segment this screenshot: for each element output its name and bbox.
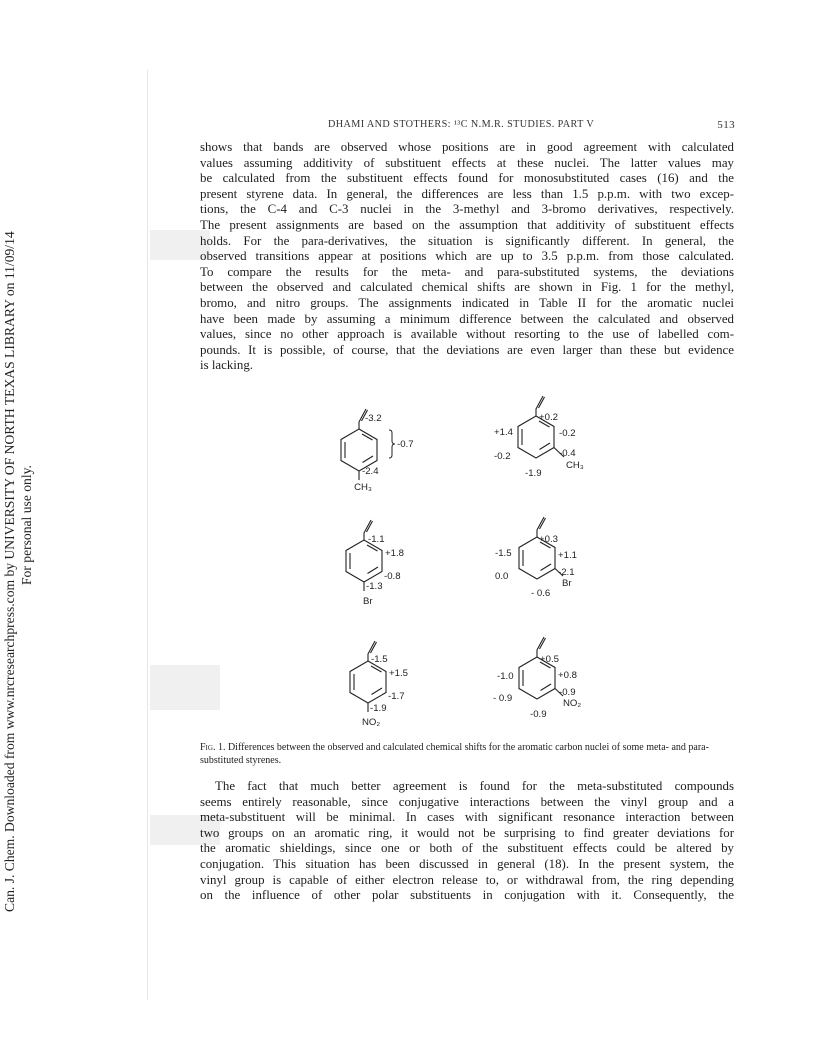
text-line: tions, the C-4 and C-3 nuclei in the 3-methyl and 3-bromo derivatives, respectively. <box>200 202 734 217</box>
text-line: pounds. It is possible, of course, that the deviations are even larger than these but evidence <box>200 342 734 357</box>
shift-label: +1.1 <box>558 550 577 561</box>
substituent-label: Br <box>363 596 373 607</box>
shift-label: -0.4 <box>559 448 576 459</box>
text-line: observed transitions appear at positions which are up to 3.5 p.p.m. from those calculated. <box>200 249 734 264</box>
structure-m-bromo <box>495 517 577 599</box>
substituent-label: Br <box>562 578 572 589</box>
text-line: To compare the results for the meta- and para-substituted systems, the deviations <box>200 264 734 279</box>
body-paragraph-2 <box>200 779 734 904</box>
page-number: 513 <box>717 119 735 131</box>
shift-label: -1.5 <box>371 654 388 665</box>
text-line: be calculated from the substituent effects found for monosubstituted cases (16) and the <box>200 171 734 186</box>
shift-label: -0.7 <box>397 439 414 450</box>
running-title: DHAMI AND STOTHERS: ¹³C N.M.R. STUDIES. PART V <box>328 119 595 130</box>
text-line: shows that bands are observed whose positions are in good agreement with calculated <box>200 140 734 154</box>
text-line: on the influence of other polar substituents in conjugation with it. Consequently, the <box>200 888 734 903</box>
shift-label: - 0.6 <box>531 588 551 599</box>
shift-label: +0.3 <box>539 534 558 545</box>
shift-label: -1.5 <box>495 548 512 559</box>
substituent-label: NO₂ <box>361 717 381 728</box>
text-line: The fact that much better agreement is found for the meta-substituted compounds <box>215 779 734 793</box>
text-line: meta-substituent will be minimal. In cases with significant resonance interaction between <box>200 810 734 825</box>
running-header <box>198 119 735 135</box>
text-line: present styrene data. In general, the differences are less than 1.5 p.p.m. with two excep- <box>200 186 734 201</box>
body-paragraph-1 <box>200 140 734 374</box>
download-watermark <box>0 0 60 1053</box>
text-line: is lacking. <box>200 358 253 373</box>
caption-label: Fig. 1. <box>200 742 226 753</box>
shift-label: -1.0 <box>497 671 514 682</box>
text-line: have been made by assuming a minimum difference between the calculated and observed <box>200 311 734 326</box>
text-line: two groups on an aromatic ring, it would not be surprising to find greater deviations for <box>200 825 734 840</box>
shift-label: +1.4 <box>494 427 513 438</box>
shift-label: -0.2 <box>494 451 511 462</box>
text-line: holds. For the para-derivatives, the situation is significantly different. In general, the <box>200 233 734 248</box>
shift-label: - 0.9 <box>493 693 513 704</box>
shift-label: 0.0 <box>495 571 509 582</box>
structure-p-bromo <box>346 520 404 607</box>
text-line: seems entirely reasonable, since conjugative interactions between the vinyl group and a <box>200 794 734 809</box>
watermark-line-2: For personal use only. <box>19 465 34 585</box>
shift-label: -0.2 <box>559 428 576 439</box>
shift-label: +0.8 <box>558 670 577 681</box>
text-line: vinyl group is capable of either electron release to, or withdrawal from, the ring depending <box>200 872 734 887</box>
structure-p-nitro <box>350 641 408 728</box>
shift-label: -1.3 <box>366 581 383 592</box>
shift-label: -0.9 <box>530 709 547 720</box>
shift-label: +0.2 <box>539 412 558 423</box>
text-line: the aromatic shieldings, since one or both of the substituent effects could be altered by <box>200 841 734 856</box>
text-line: The present assignments are based on the assumption that additivity of substituent effects <box>200 217 734 232</box>
shift-label: +1.5 <box>389 668 408 679</box>
text-line: conjugation. This situation has been discussed in general (18). In the present system, the <box>200 856 734 871</box>
scan-speckle <box>150 665 220 710</box>
figure-1 <box>300 395 680 740</box>
shift-label: -2.1 <box>558 567 575 578</box>
text-line: values assuming additivity of substituent effects at these nuclei. The latter values may <box>200 155 734 170</box>
shift-label: +1.8 <box>385 548 404 559</box>
shift-label: -1.1 <box>368 534 385 545</box>
shift-label: -1.7 <box>388 691 405 702</box>
shift-label: -1.9 <box>525 468 542 479</box>
shift-label: -0.9 <box>559 687 576 698</box>
shift-label: -1.9 <box>370 703 387 714</box>
text-line: between the observed and calculated chemical shifts are shown in Fig. 1 for the methyl, <box>200 280 734 295</box>
figure-1-drawing <box>300 395 680 740</box>
structure-m-methyl <box>494 396 584 479</box>
shift-label: +0.5 <box>540 654 559 665</box>
text-line: bromo, and nitro groups. The assignments indicated in Table II for the aromatic nuclei <box>200 295 734 310</box>
substituent-label: CH₃ <box>566 460 584 471</box>
shift-label: -3.2 <box>365 413 382 424</box>
substituent-label: CH₃ <box>354 482 372 493</box>
figure-caption <box>200 742 736 767</box>
structure-m-nitro <box>493 637 581 720</box>
substituent-label: NO₂ <box>563 698 582 709</box>
shift-label: -2.4 <box>362 466 379 477</box>
structure-p-methyl <box>341 409 414 493</box>
watermark-line-1: Can. J. Chem. Downloaded from www.nrcresearchpress.com by UNIVERSITY OF NORTH TEXAS LIBRARY on 11/09/14 <box>2 231 17 912</box>
caption-text: Differences between the observed and calculated chemical shifts for the aromatic carbon nuclei of some meta- and para-substituted styrenes. <box>200 742 709 766</box>
text-line: values, since no other approach is available without resorting to the use of labelled com- <box>200 327 734 342</box>
shift-label: -0.8 <box>384 571 401 582</box>
scan-margin-line <box>147 70 148 1000</box>
